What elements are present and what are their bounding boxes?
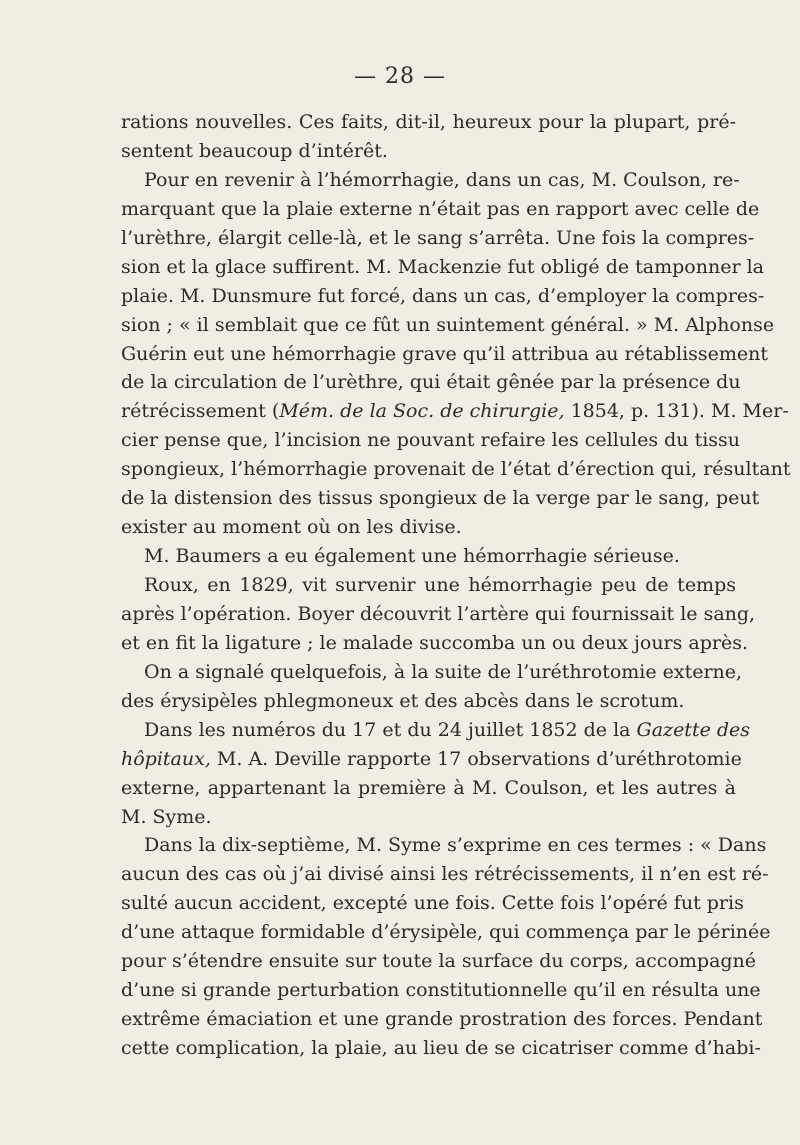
line-text: Dans les numéros du 17 et du 24 juillet 1852 de la	[144, 718, 637, 741]
text-body	[121, 108, 791, 1063]
text-line: exister au moment où on les divise.	[121, 516, 462, 539]
text-line: On a signalé quelquefois, à la suite de l’uréthrotomie externe,	[144, 660, 743, 683]
text-line: d’une si grande perturbation constitutionnelle qu’il en résulta une	[121, 979, 761, 1002]
text-line: spongieux, l’hémorrhagie provenait de l’état d’érection qui, résultant	[121, 458, 791, 481]
text-line: des érysipèles phlegmoneux et des abcès dans le scrotum.	[121, 689, 685, 712]
line-text: rétrécissement (	[121, 400, 280, 423]
text-line: M. Syme.	[121, 805, 212, 828]
text-line: marquant que la plaie externe n’était pas en rapport avec celle de	[121, 197, 760, 220]
italic-citation: Gazette des	[636, 718, 751, 741]
line-text: 1854, p. 131). M. Mer-	[564, 400, 789, 423]
text-line: plaie. M. Dunsmure fut forcé, dans un cas, d’employer la compres-	[121, 284, 765, 307]
text-line: cette complication, la plaie, au lieu de se cicatriser comme d’habi-	[121, 1037, 761, 1059]
text-line: aucun des cas où j’ai divisé ainsi les rétrécissements, il n’en est ré-	[121, 863, 769, 886]
text-line: sion et la glace suffirent. M. Mackenzie fut obligé de tamponner la	[121, 255, 764, 278]
text-line: de la distension des tissus spongieux de la verge par le sang, peut	[121, 487, 760, 510]
text-line: Roux, en 1829, vit survenir une hémorrhagie peu de temps	[144, 574, 736, 596]
text-line: sion ; « il semblait que ce fût un suintement général. » M. Alphonse	[121, 313, 775, 336]
text-line: pour s’étendre ensuite sur toute la surface du corps, accompagné	[121, 950, 757, 973]
text-line	[121, 745, 742, 774]
text-line: sentent beaucoup d’intérêt.	[121, 139, 388, 162]
page-number: — 28 —	[354, 64, 446, 89]
text-line: sulté aucun accident, excepté une fois. Cette fois l’opéré fut pris	[121, 892, 744, 915]
text-line: l’urèthre, élargit celle-là, et le sang s’arrêta. Une fois la compres-	[121, 226, 755, 249]
text-line: après l’opération. Boyer découvrit l’artère qui fournissait le sang,	[121, 602, 756, 625]
text-line: et en fit la ligature ; le malade succomba un ou deux jours après.	[121, 631, 749, 654]
italic-citation: hôpitaux,	[121, 747, 211, 770]
line-text: M. A. Deville rapporte 17 observations d’uréthrotomie	[210, 747, 742, 770]
text-line: Pour en revenir à l’hémorrhagie, dans un cas, M. Coulson, re-	[144, 168, 740, 191]
text-line: cier pense que, l’incision ne pouvant refaire les cellules du tissu	[121, 429, 741, 452]
text-line	[121, 716, 751, 745]
text-line: rations nouvelles. Ces faits, dit-il, heureux pour la plupart, pré-	[121, 111, 736, 133]
text-line: Dans la dix-septième, M. Syme s’exprime en ces termes : « Dans	[144, 834, 767, 857]
text-line: de la circulation de l’urèthre, qui était gênée par la présence du	[121, 371, 741, 394]
text-line: extrême émaciation et une grande prostration des forces. Pendant	[121, 1008, 763, 1031]
text-line	[121, 397, 789, 426]
text-line: externe, appartenant la première à M. Coulson, et les autres à	[121, 776, 736, 799]
text-line: Guérin eut une hémorrhagie grave qu’il attribua au rétablissement	[121, 342, 769, 365]
text-line: M. Baumers a eu également une hémorrhagie sérieuse.	[144, 545, 680, 568]
text-line: d’une attaque formidable d’érysipèle, qui commença par le périnée	[121, 921, 771, 944]
italic-citation: Mém. de la Soc. de chirurgie,	[279, 400, 565, 423]
